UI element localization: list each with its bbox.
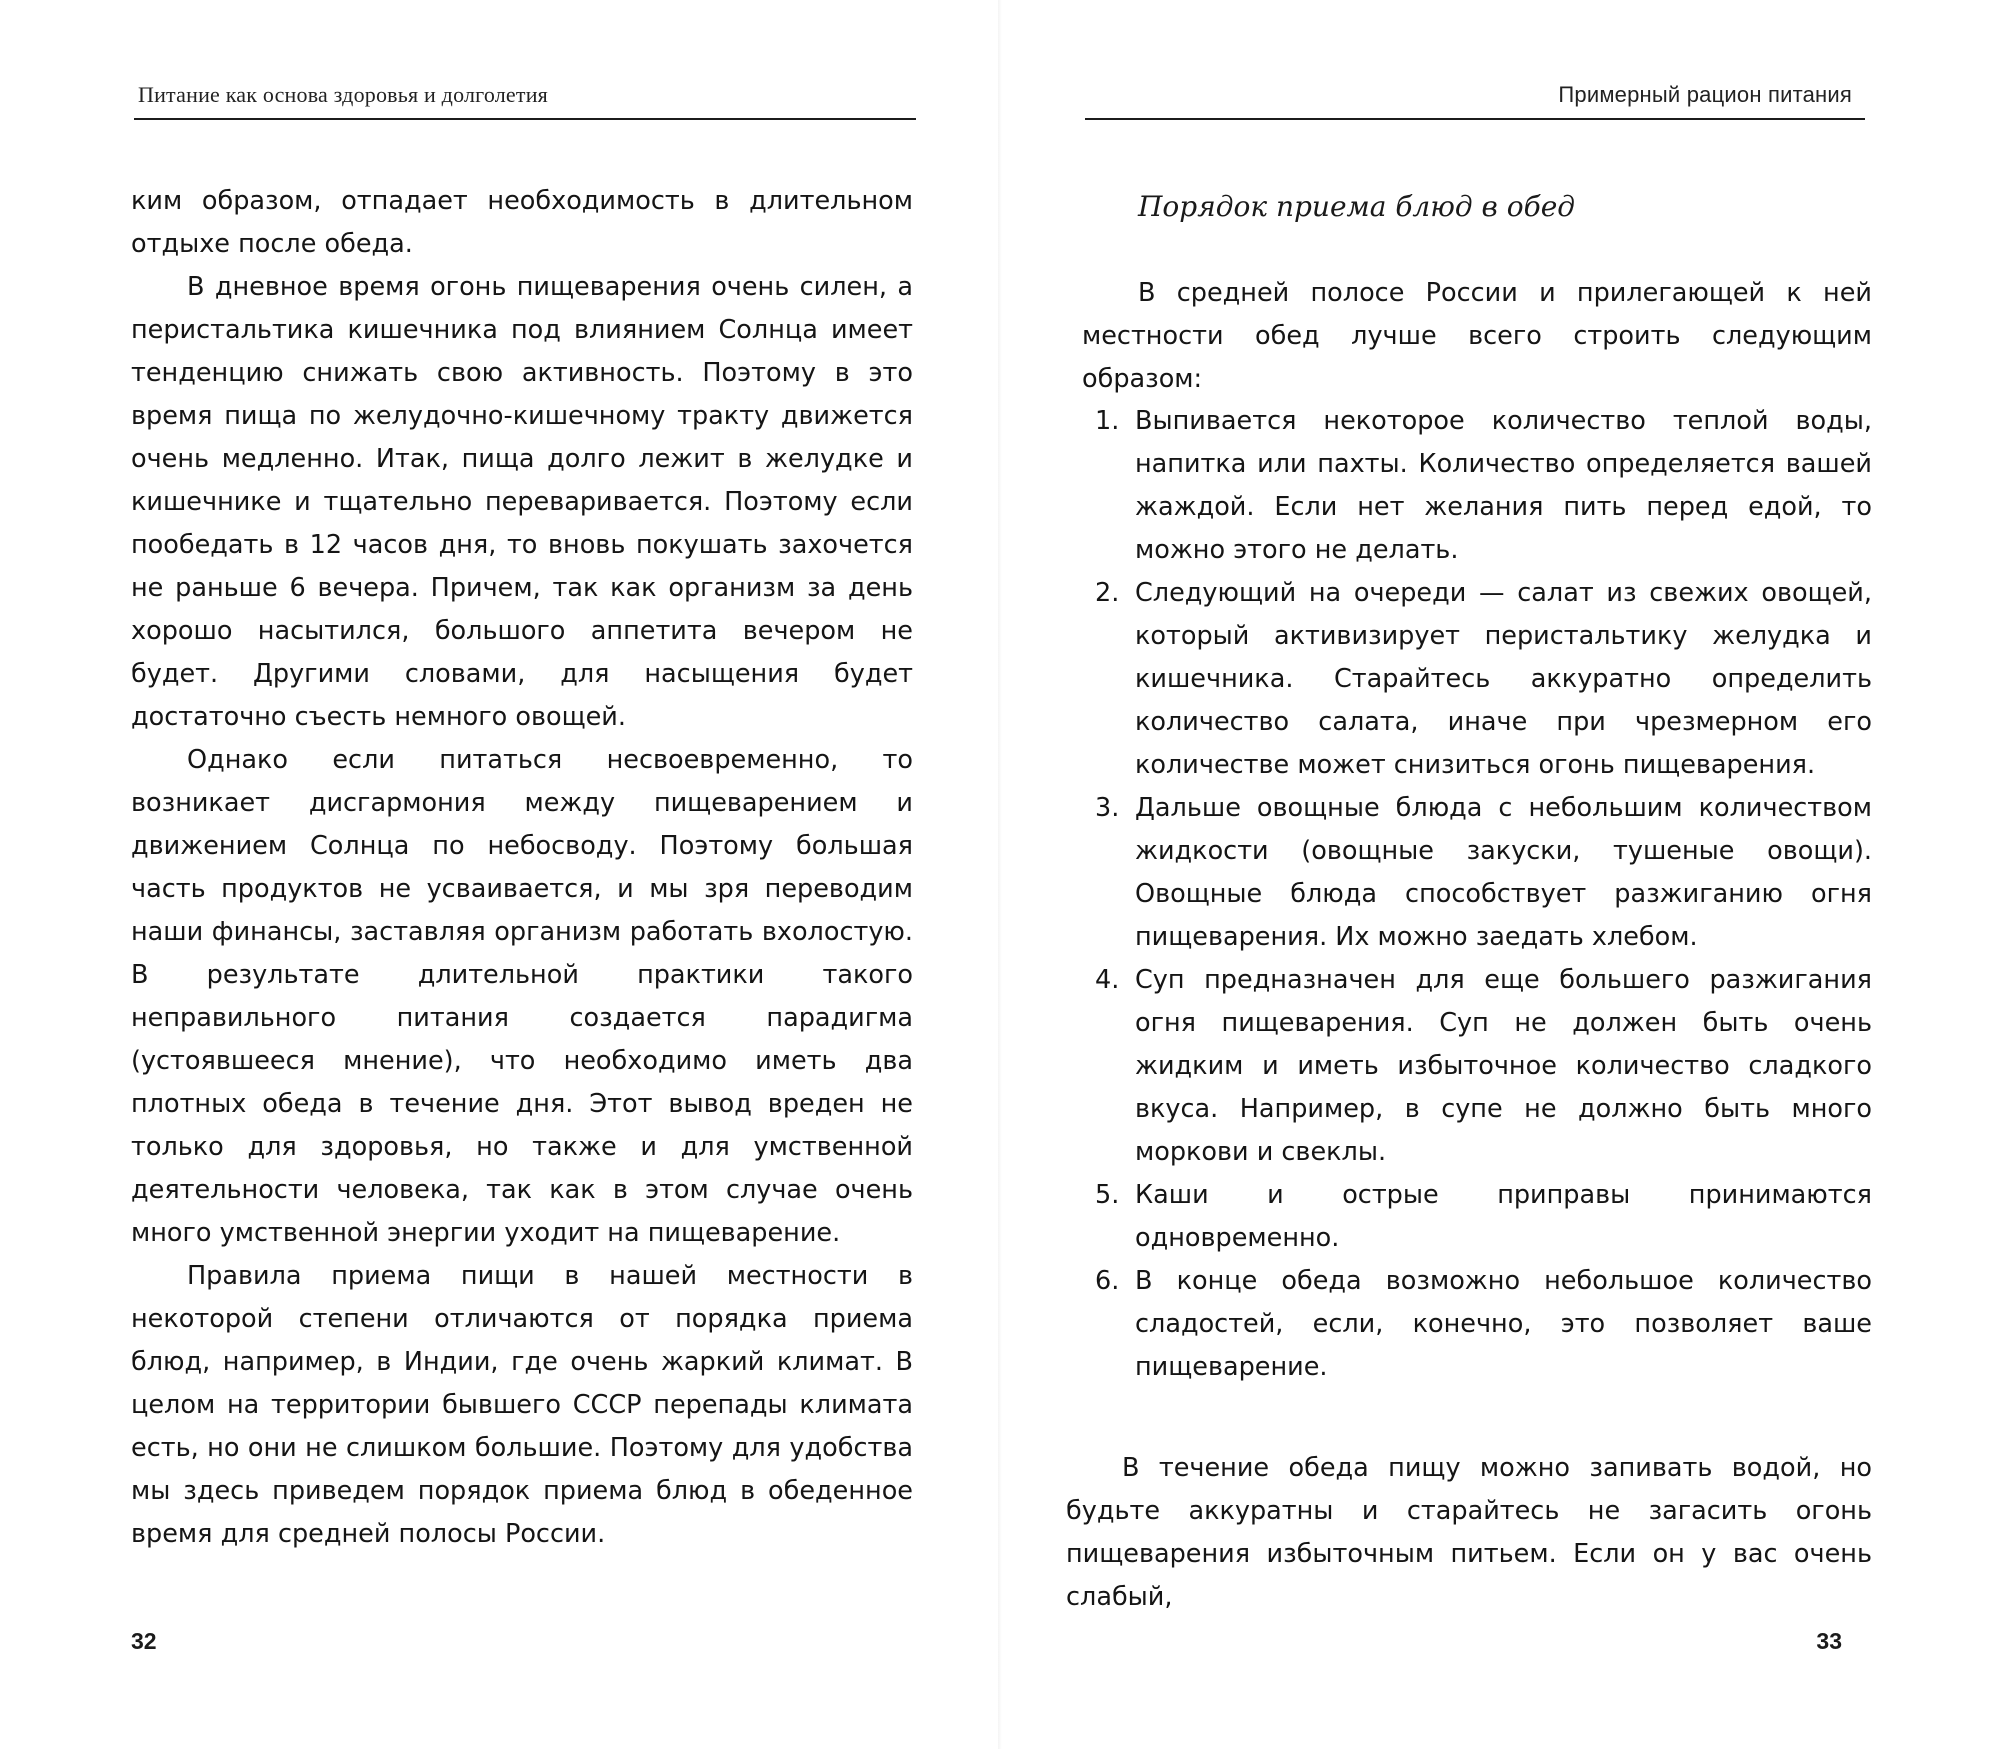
list-item-text: Каши и острые приправы принимаются одновременно. [1135, 1180, 1872, 1253]
list-item-number: 3. [1095, 793, 1120, 823]
section-subheading: Порядок приема блюд в обед [1138, 190, 1576, 223]
left-page-number: 32 [131, 1628, 157, 1654]
paragraph: Правила приема пищи в нашей местности в некоторой степени отличаются от порядка приема блюд, например, в Индии, где очень жаркий климат. В целом на территории бывшего СССР перепады климата есть, но они не слишком большие. Поэтому для удобства мы здесь приведем порядок приема блюд в обеденное время для средней полосы России. [131, 1261, 913, 1549]
dish-order-list [1095, 400, 1872, 1389]
intro-paragraph: В средней полосе России и прилегающей к ней местности обед лучше всего строить следующим образом: [1082, 278, 1872, 394]
list-item [1095, 1174, 1872, 1260]
list-item-number: 5. [1095, 1180, 1120, 1210]
paragraph: В дневное время огонь пищеварения очень силен, а перистальтика кишечника под влиянием Солнца имеет тенденцию снижать свою активность. Поэтому в это время пища по желудочно-кишечному тракту движется очень медленно. Итак, пища долго лежит в желудке и кишечнике и тщательно переваривается. Поэтому если пообедать в 12 часов дня, то вновь покушать захочется не раньше 6 вечера. Причем, так как организм за день хорошо насытился, большого аппетита вечером не будет. Другими словами, для насыщения будет достаточно съесть немного овощей. [131, 272, 913, 732]
intro-text [1082, 272, 1872, 401]
list-item-text: Следующий на очереди — салат из свежих овощей, который активизирует перистальтику желудка и кишечника. Старайтесь аккуратно определить количество салата, иначе при чрезмерном его количестве может снизиться огонь пищеварения. [1135, 578, 1872, 780]
outro-paragraph: В течение обеда пищу можно запивать водой, но будьте аккуратны и старайтесь не загасить огонь пищеварения избыточным питьем. Если он у вас очень слабый, [1066, 1453, 1872, 1612]
paragraph: Однако если питаться несвоевременно, то возникает дисгармония между пищеварением и движением Солнца по небосводу. Поэтому большая часть продуктов не усваивается, и мы зря переводим наши финансы, заставляя организм работать вхолостую. В результате длительной практики такого неправильного питания создается парадигма (устоявшееся мнение), что необходимо иметь два плотных обеда в течение дня. Этот вывод вреден не только для здоровья, но также и для умственной деятельности человека, так как в этом случае очень много умственной энергии уходит на пищеварение. [131, 745, 913, 1248]
list-item [1095, 1260, 1872, 1389]
list-item [1095, 572, 1872, 787]
list-item-text: Суп предназначен для еще большего разжигания огня пищеварения. Суп не должен быть очень жидким и иметь избыточное количество сладкого вкуса. Например, в супе не должно быть много моркови и свеклы. [1135, 965, 1872, 1167]
outro-text [1066, 1447, 1872, 1619]
list-item-number: 2. [1095, 578, 1120, 608]
list-item [1095, 400, 1872, 572]
paragraph: ким образом, отпадает необходимость в длительном отдыхе после обеда. [131, 186, 913, 259]
list-item [1095, 959, 1872, 1174]
right-running-head: Примерный рацион питания [1558, 82, 1852, 107]
right-header-rule [1085, 118, 1865, 120]
list-item-number: 4. [1095, 965, 1120, 995]
right-page [1000, 0, 2000, 1749]
list-item-text: Дальше овощные блюда с небольшим количеством жидкости (овощные закуски, тушеные овощи). Овощные блюда способствует разжиганию огня пищеварения. Их можно заедать хлебом. [1135, 793, 1872, 952]
list-item-number: 1. [1095, 406, 1120, 436]
left-body-text [131, 180, 913, 1556]
list-item [1095, 787, 1872, 959]
left-header-rule [134, 118, 916, 120]
left-running-head: Питание как основа здоровья и долголетия [138, 82, 548, 107]
right-page-number: 33 [1816, 1628, 1842, 1654]
list-item-text: В конце обеда возможно небольшое количество сладостей, если, конечно, это позволяет ваше пищеварение. [1135, 1266, 1872, 1382]
list-item-number: 6. [1095, 1266, 1120, 1296]
list-item-text: Выпивается некоторое количество теплой воды, напитка или пахты. Количество определяется вашей жаждой. Если нет желания пить перед едой, то можно этого не делать. [1135, 406, 1872, 565]
